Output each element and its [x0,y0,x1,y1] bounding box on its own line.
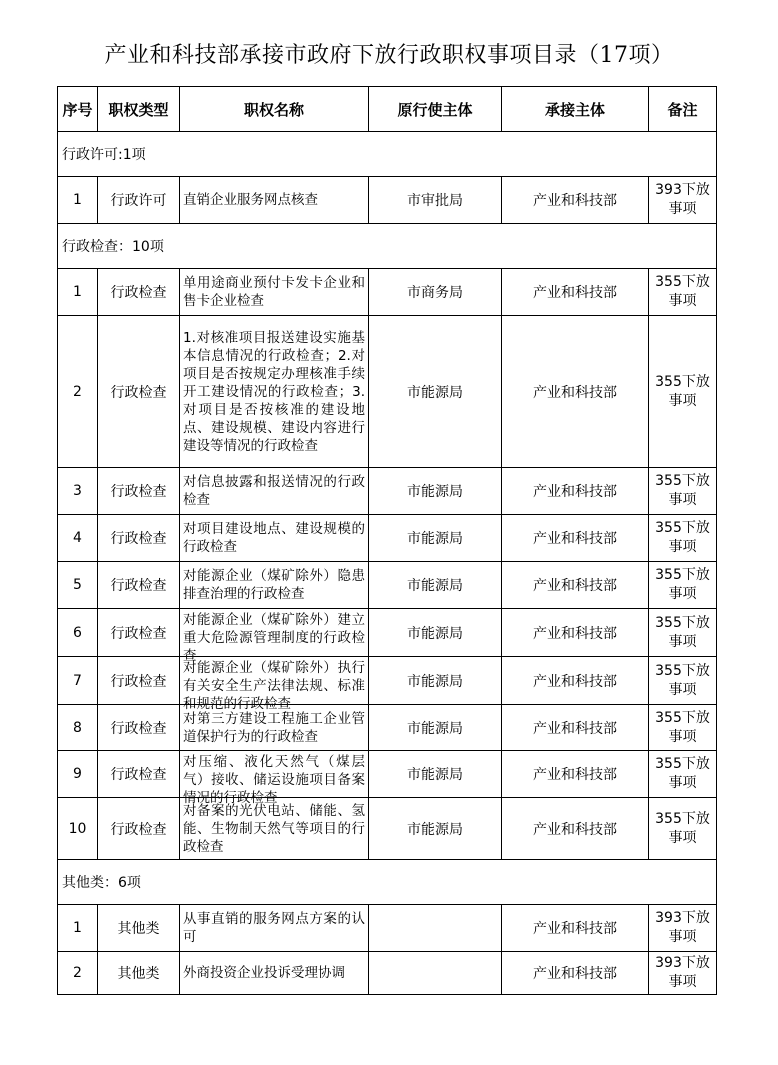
authority-type: 行政检查 [98,751,180,798]
authority-name-text: 对能源企业（煤矿除外）建立重大危险源管理制度的行政检查 [183,612,365,664]
row-number: 1 [58,905,98,952]
authority-name [180,609,369,664]
remark: 393下放事项 [649,177,717,224]
original-body [369,952,502,995]
remark: 355下放事项 [649,269,717,316]
authority-name-text: 直销企业服务网点核查 [183,192,318,208]
header-note: 备注 [649,87,717,132]
remark: 355下放事项 [649,468,717,515]
header-row [58,87,717,132]
header-origin: 原行使主体 [369,87,502,132]
section-label: 其他类：6项 [58,860,717,905]
table-row [58,705,717,751]
authority-type: 行政检查 [98,562,180,609]
authority-name [180,269,369,316]
row-number: 7 [58,657,98,705]
receiving-body: 产业和科技部 [502,269,649,316]
authority-type: 行政检查 [98,269,180,316]
row-number: 9 [58,751,98,798]
table-row [58,316,717,468]
receiving-body: 产业和科技部 [502,798,649,860]
section-label: 行政许可:1项 [58,132,717,177]
header-no: 序号 [58,87,98,132]
original-body: 市审批局 [369,177,502,224]
receiving-body: 产业和科技部 [502,468,649,515]
authority-type: 行政检查 [98,657,180,705]
section-row [58,860,717,905]
authority-name [180,751,369,806]
table-row [58,468,717,515]
remark: 355下放事项 [649,515,717,562]
authority-type: 行政检查 [98,609,180,657]
receiving-body: 产业和科技部 [502,316,649,468]
original-body: 市能源局 [369,609,502,657]
table-row [58,562,717,609]
authority-type: 行政检查 [98,316,180,468]
authority-name-text: 对能源企业（煤矿除外）执行有关安全生产法律法规、标准和规范的行政检查 [183,660,365,712]
authority-name [180,705,369,751]
row-number: 5 [58,562,98,609]
receiving-body: 产业和科技部 [502,905,649,952]
original-body: 市能源局 [369,705,502,751]
authority-type: 行政许可 [98,177,180,224]
original-body: 市能源局 [369,515,502,562]
receiving-body: 产业和科技部 [502,952,649,995]
authority-name [180,657,369,712]
remark: 355下放事项 [649,609,717,657]
authority-type: 行政检查 [98,798,180,860]
authority-type: 行政检查 [98,468,180,515]
receiving-body: 产业和科技部 [502,609,649,657]
row-number: 2 [58,316,98,468]
authority-name [180,316,369,468]
table-row [58,952,717,995]
table-row [58,905,717,952]
remark: 355下放事项 [649,316,717,468]
receiving-body: 产业和科技部 [502,177,649,224]
authority-name-text: 对项目建设地点、建设规模的行政检查 [183,521,365,555]
header-type: 职权类型 [98,87,180,132]
row-number: 6 [58,609,98,657]
authority-name [180,905,369,952]
original-body: 市能源局 [369,316,502,468]
authority-name-text: 外商投资企业投诉受理协调 [183,965,345,981]
authority-type: 其他类 [98,905,180,952]
table-row [58,515,717,562]
row-number: 4 [58,515,98,562]
row-number: 1 [58,177,98,224]
remark: 355下放事项 [649,705,717,751]
authority-name [180,468,369,515]
row-number: 10 [58,798,98,860]
remark: 355下放事项 [649,798,717,860]
section-row [58,132,717,177]
section-label: 行政检查：10项 [58,224,717,269]
authority-name-text: 1.对核准项目报送建设实施基本信息情况的行政检查；2.对项目是否按规定办理核准手续开工建设情况的行政检查；3.对项目是否按核准的建设地点、建设规模、建设内容进行建设等情况的行政检查 [183,329,365,454]
authority-name [180,515,369,562]
table-row [58,751,717,798]
original-body: 市能源局 [369,751,502,798]
original-body: 市能源局 [369,657,502,705]
authority-name [180,798,369,860]
remark: 355下放事项 [649,751,717,798]
remark: 355下放事项 [649,657,717,705]
row-number: 2 [58,952,98,995]
original-body [369,905,502,952]
original-body: 市商务局 [369,269,502,316]
table-row [58,177,717,224]
section-row [58,224,717,269]
original-body: 市能源局 [369,562,502,609]
authority-name-text: 对压缩、液化天然气（煤层气）接收、储运设施项目备案情况的行政检查 [183,754,365,806]
table-row [58,657,717,705]
remark: 355下放事项 [649,562,717,609]
authority-type: 其他类 [98,952,180,995]
authority-name-text: 从事直销的服务网点方案的认可 [183,911,365,945]
authority-type: 行政检查 [98,515,180,562]
row-number: 8 [58,705,98,751]
authority-name-text: 对备案的光伏电站、储能、氢能、生物制天然气等项目的行政检查 [183,802,365,855]
row-number: 1 [58,269,98,316]
authority-name-text: 对信息披露和报送情况的行政检查 [183,474,365,508]
row-number: 3 [58,468,98,515]
authority-name [180,562,369,609]
remark: 393下放事项 [649,905,717,952]
authority-name-text: 对第三方建设工程施工企业管道保护行为的行政检查 [183,710,365,745]
authority-name [180,952,369,995]
original-body: 市能源局 [369,468,502,515]
remark: 393下放事项 [649,952,717,995]
authority-name-text: 单用途商业预付卡发卡企业和售卡企业检查 [183,275,365,309]
table-row [58,269,717,316]
page-title: 产业和科技部承接市政府下放行政职权事项目录（17项） [104,43,674,68]
receiving-body: 产业和科技部 [502,657,649,705]
authority-name-text: 对能源企业（煤矿除外）隐患排查治理的行政检查 [183,568,365,602]
header-name: 职权名称 [180,87,369,132]
authority-type: 行政检查 [98,705,180,751]
header-receiver: 承接主体 [502,87,649,132]
authority-table [57,86,717,995]
original-body: 市能源局 [369,798,502,860]
table-row [58,609,717,657]
authority-name [180,177,369,224]
receiving-body: 产业和科技部 [502,751,649,798]
receiving-body: 产业和科技部 [502,562,649,609]
receiving-body: 产业和科技部 [502,705,649,751]
receiving-body: 产业和科技部 [502,515,649,562]
table-row [58,798,717,860]
